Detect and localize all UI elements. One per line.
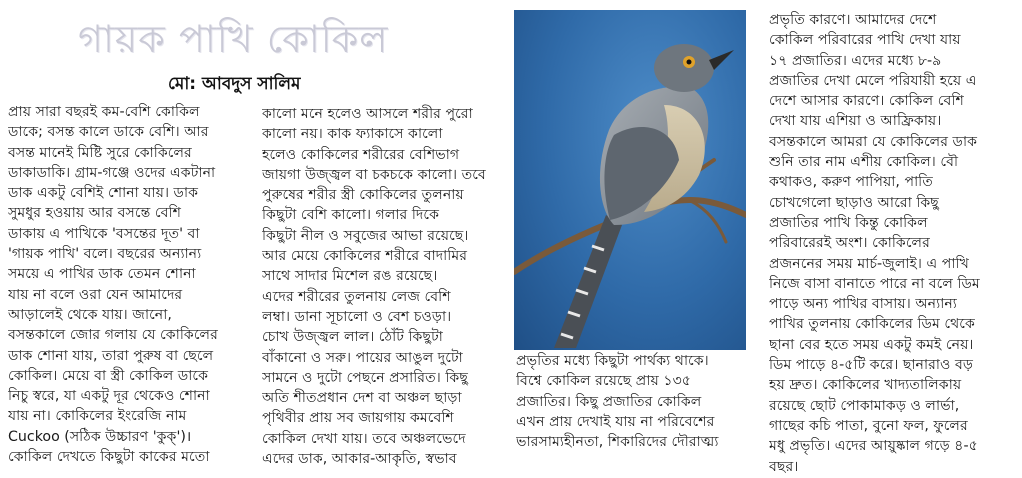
beak xyxy=(709,50,734,70)
text-line: এখন প্রায় দেখাই যায় না পরিবেশের xyxy=(516,413,715,430)
text-line: 'গায়ক পাখি' বলে। বছরের অন্যান্য xyxy=(8,246,202,263)
text-line: পাখির তুলনায় কোকিলের ডিম থেকে xyxy=(769,316,975,333)
body-column-1 xyxy=(8,102,246,467)
cuckoo-photo xyxy=(514,10,746,350)
text-line: কোকিল দেখতে কিছুটা কাকের মতো xyxy=(8,449,210,466)
text-line: আড়ালেই থেকে যায়। জানো, xyxy=(8,306,172,323)
text-line: কালো মনে হলেও আসলে শরীর পুরো xyxy=(262,106,473,122)
text-line: ডাক একটু বেশিই শোনা যায়। ডাক xyxy=(8,185,199,202)
text-line: বছর। xyxy=(769,458,799,475)
text-line: Cuckoo (সঠিক উচ্চারণ 'কুক্')। xyxy=(8,428,192,445)
text-line: চোখ উজ্জ্বল লাল। ঠোঁট কিছুটা xyxy=(262,329,443,346)
text-line: প্রজাতির দেখা মেলে পরিযায়ী হয়ে এ xyxy=(769,72,977,89)
text-line: কোকিল। মেয়ে বা স্ত্রী কোকিল ডাকে xyxy=(8,367,209,384)
text-line: সামনে ও দুটো পেছনে প্রসারিত। কিছু xyxy=(262,369,468,386)
text-line: যায় না। কোকিলের ইংরেজি নাম xyxy=(8,408,187,425)
text-line: পৃথিবীর প্রায় সব জায়গায় কমবেশি xyxy=(262,410,454,427)
text-line: বসন্তকালে আমরা যে কোকিলের ডাক xyxy=(769,133,978,150)
text-line: বাঁকানো ও সরু। পায়ের আঙুল দুটো xyxy=(262,349,463,366)
text-line: ডাকে; বসন্ত কালে ডাকে বেশি। আর xyxy=(8,124,209,141)
text-line: সুমধুর হওয়ায় আর বসন্তে বেশি xyxy=(8,205,181,222)
body-column-2 xyxy=(262,104,500,469)
text-line: পাড়ে অন্য পাখির বাসায়। অন্যান্য xyxy=(769,296,957,313)
cuckoo-illustration xyxy=(514,10,746,350)
text-line: প্রজাতির। কিছু প্রজাতির কোকিল xyxy=(516,393,702,410)
text-line: কোকিল পরিবারের পাখি দেখা যায় xyxy=(769,32,961,49)
text-line: কিছুটা বেশি কালো। গলার দিকে xyxy=(262,207,439,224)
text-line: লম্বা। ডানা সূচালো ও বেশ চওড়া। xyxy=(262,308,452,325)
text-line: মধু প্রভৃতি। এদের আয়ুষ্কাল গড়ে ৪-৫ xyxy=(769,438,978,455)
text-line: কালো নয়। কাক ফ্যাকাসে কালো xyxy=(262,126,443,143)
text-line: ছানা বের হতে সময় একটু কমই নেয়। xyxy=(769,336,974,353)
text-line: হলেও কোকিলের শরীরের বেশিভাগ xyxy=(262,146,460,163)
text-line: এদের শরীরের তুলনায় লেজ বেশি xyxy=(262,288,451,305)
text-line: প্রায় সারা বছরই কম-বেশি কোকিল xyxy=(8,104,200,120)
text-line: ডাকায় এ পাখিকে 'বসন্তের দূত' বা xyxy=(8,225,200,242)
text-line: গাছের কচি পাতা, বুনো ফল, ফুলের xyxy=(769,417,968,434)
text-line: সাথে সাদার মিশেল রঙ রয়েছে। xyxy=(262,268,438,285)
article-byline: মো: আবদুস সালিম xyxy=(168,74,301,94)
text-line: ডাক শোনা যায়, তারা পুরুষ বা ছেলে xyxy=(8,347,214,364)
text-line: ১৭ প্রজাতির। এদের মধ্যে ৮-৯ xyxy=(769,52,942,69)
body-column-3 xyxy=(516,351,746,452)
text-line: দেখা যায় এশিয়া ও আফ্রিকায়। xyxy=(769,113,942,130)
text-line: সময়ে এ পাখির ডাক তেমন শোনা xyxy=(8,266,196,283)
text-line: নিজে বাসা বানাতে পারে না বলে ডিম xyxy=(769,275,980,292)
text-line: বিশ্বে কোকিল রয়েছে প্রায় ১৩৫ xyxy=(516,373,692,390)
text-line: অতি শীতপ্রধান দেশ বা অঞ্চল ছাড়া xyxy=(262,390,462,407)
text-line: চোখগেলো ছাড়াও আরো কিছু xyxy=(769,194,939,211)
text-line: রয়েছে ছোট পোকামাকড় ও লার্ভা, xyxy=(769,397,960,414)
text-line: যায় না বলে ওরা যেন আমাদের xyxy=(8,286,183,303)
text-line: পরিবারেরই অংশ। কোকিলের xyxy=(769,235,930,252)
text-line: আর মেয়ে কোকিলের শরীরে বাদামির xyxy=(262,248,468,265)
head xyxy=(654,44,714,92)
text-line: হয় দ্রুত। কোকিলের খাদ্যতালিকায় xyxy=(769,377,962,394)
text-line: জায়গা উজ্জ্বল বা চকচকে কালো। তবে xyxy=(262,166,486,183)
text-line: দেশে আসার কারণে। কোকিল বেশি xyxy=(769,93,964,110)
text-line: এদের ডাক, আকার-আকৃতি, স্বভাব xyxy=(262,451,457,468)
text-line: প্রভৃতির মধ্যে কিছুটা পার্থক্য থাকে। xyxy=(516,353,709,369)
text-line: ডাকাডাকি। গ্রাম-গঞ্জে ওদের একটানা xyxy=(8,164,216,181)
text-line: নিচু স্বরে, যা একটু দূর থেকেও শোনা xyxy=(8,388,210,405)
text-line: ডিম পাড়ে ৪-৫টি করে। ছানারাও বড় xyxy=(769,357,974,374)
text-line: কোকিল দেখা যায়। তবে অঞ্চলভেদে xyxy=(262,430,466,447)
article-title: গায়ক পাখি কোকিল xyxy=(78,17,389,61)
text-line: প্রজাতির পাখি কিন্তু কোকিল xyxy=(769,214,928,231)
text-line: কিছুটা নীল ও সবুজের আভা রয়েছে। xyxy=(262,227,469,244)
text-line: প্রভৃতি কারণে। আমাদের দেশে xyxy=(769,12,937,28)
body-column-4 xyxy=(769,10,1017,477)
text-line: কথাকও, করুণ পাপিয়া, পাতি xyxy=(769,174,933,191)
text-line: পুরুষের শরীর স্ত্রী কোকিলের তুলনায় xyxy=(262,187,464,204)
text-line: শুনি তার নাম এশীয় কোকিল। বৌ xyxy=(769,154,959,171)
text-line: বসন্ত মানেই মিষ্টি সুরে কোকিলের xyxy=(8,144,192,161)
text-line: ভারসাম্যহীনতা, শিকারিদের দৌরাত্ম্য xyxy=(516,434,719,451)
text-line: বসন্তকালে জোর গলায় যে কোকিলের xyxy=(8,327,218,344)
text-line: প্রজননের সময় মার্চ-জুলাই। এ পাখি xyxy=(769,255,969,272)
